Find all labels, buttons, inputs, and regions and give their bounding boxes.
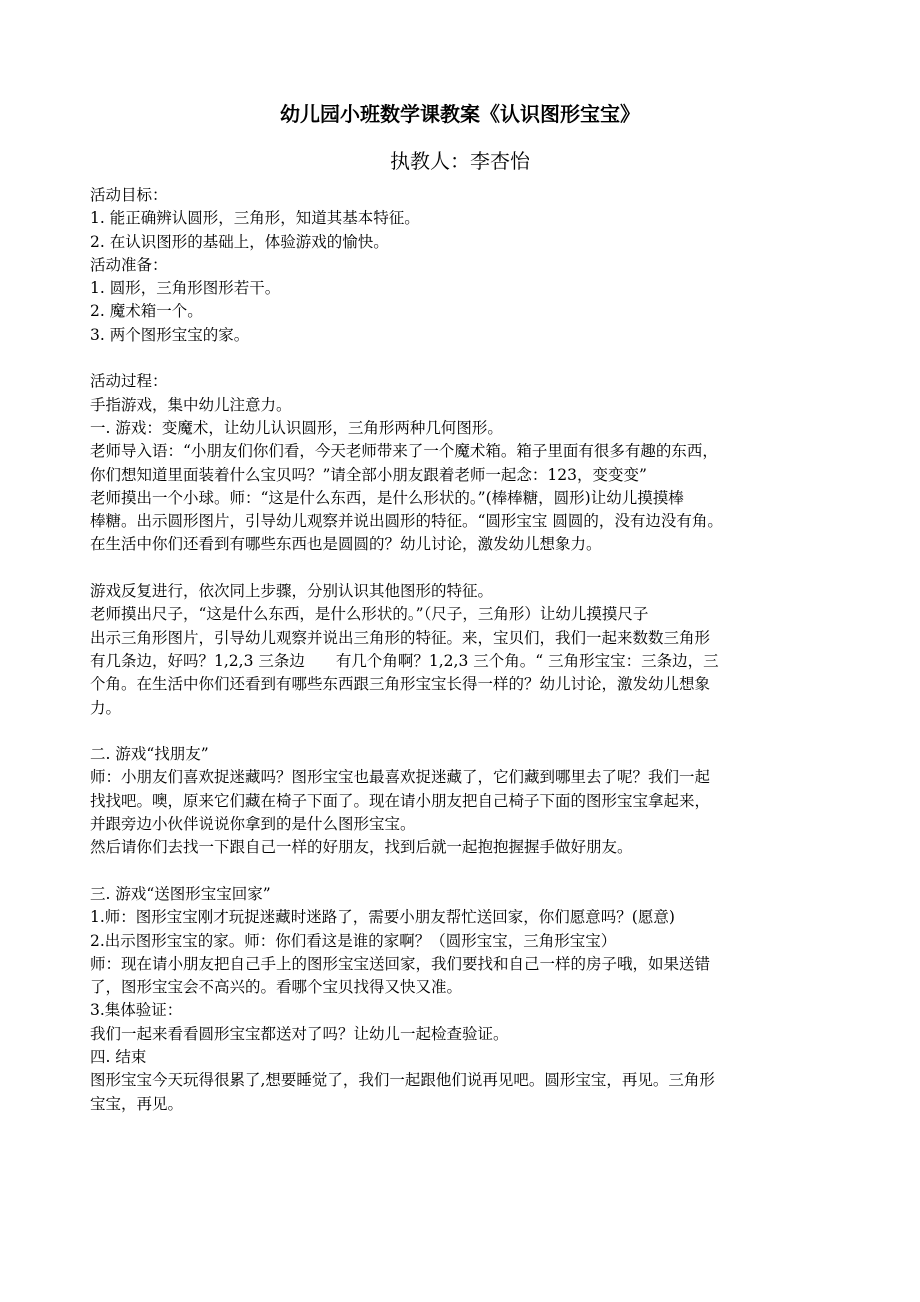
text-line: 二. 游戏“找朋友” — [90, 745, 209, 764]
text-line: 个角。在生活中你们还看到有哪些东西跟三角形宝宝长得一样的？幼儿讨论，激发幼儿想象 — [90, 675, 711, 694]
blank-line — [90, 860, 832, 883]
text-line: 活动准备： — [90, 255, 168, 274]
text-line: 1.师：图形宝宝刚才玩捉迷藏时迷路了，需要小朋友帮忙送回家，你们愿意吗？(愿意) — [90, 908, 675, 927]
text-line: 3. 两个图形宝宝的家。 — [90, 325, 250, 344]
document-body — [90, 184, 832, 1116]
text-line: 1. 圆形，三角形图形若干。 — [90, 279, 281, 298]
text-line: 2.出示图形宝宝的家。师：你们看这是谁的家啊？（圆形宝宝，三角形宝宝） — [90, 931, 617, 950]
text-line: 手指游戏，集中幼儿注意力。 — [90, 395, 292, 414]
text-line: 1. 能正确辨认圆形，三角形，知道其基本特征。 — [90, 209, 420, 228]
blank-line — [90, 557, 832, 580]
text-line: 图形宝宝今天玩得很累了,想要睡觉了，我们一起跟他们说再见吧。圆形宝宝，再见。三角形 — [90, 1071, 715, 1090]
document-author: 执教人：李杏怡 — [390, 149, 530, 173]
text-line: 2. 在认识图形的基础上，体验游戏的愉快。 — [90, 232, 389, 251]
text-line: 师：现在请小朋友把自己手上的图形宝宝送回家，我们要找和自己一样的房子哦，如果送错 — [90, 954, 711, 973]
text-line: 你们想知道里面装着什么宝贝吗？”请全部小朋友跟着老师一起念：123，变变变” — [90, 465, 647, 484]
document-title: 幼儿园小班数学课教案《认识图形宝宝》 — [280, 102, 640, 126]
text-line: 老师摸出尺子，“这是什么东西，是什么形状的。”（尺子，三角形）让幼儿摸摸尺子 — [90, 605, 649, 624]
text-line: 棒糖。出示圆形图片，引导幼儿观察并说出圆形的特征。“圆形宝宝 圆圆的，没有边没有角。 — [90, 512, 723, 531]
text-line: 我们一起来看看圆形宝宝都送对了吗？让幼儿一起检查验证。 — [90, 1024, 509, 1043]
blank-line — [90, 720, 832, 743]
blank-line — [90, 347, 832, 370]
text-line: 3.集体验证： — [90, 1001, 183, 1020]
text-line: 老师摸出一个小球。师：“这是什么东西，是什么形状的。”(棒棒糖，圆形)让幼儿摸摸棒 — [90, 488, 684, 507]
text-line: 活动目标： — [90, 186, 168, 204]
text-line: 力。 — [90, 698, 122, 717]
text-line: 找找吧。噢，原来它们藏在椅子下面了。现在请小朋友把自己椅子下面的图形宝宝拿起来， — [90, 791, 711, 810]
text-line: 四. 结束 — [90, 1047, 147, 1066]
text-line: 一. 游戏：变魔术，让幼儿认识圆形，三角形两种几何图形。 — [90, 418, 503, 437]
text-line: 在生活中你们还看到有哪些东西也是圆圆的？幼儿讨论，激发幼儿想象力。 — [90, 535, 602, 554]
text-line: 有几条边，好吗？1,2,3 三条边 有几个角啊？1,2,3 三个角。“ 三角形宝宝：三条边，三 — [90, 651, 719, 670]
text-line: 三. 游戏“送图形宝宝回家” — [90, 884, 271, 903]
text-line: 然后请你们去找一下跟自己一样的好朋友，找到后就一起抱抱握握手做好朋友。 — [90, 838, 633, 857]
text-line: 2. 魔术箱一个。 — [90, 302, 203, 321]
text-line: 宝宝，再见。 — [90, 1094, 184, 1113]
text-line: 老师导入语：“小朋友们你们看，今天老师带来了一个魔术箱。箱子里面有很多有趣的东西， — [90, 442, 718, 461]
text-line: 游戏反复进行，依次同上步骤，分别认识其他图形的特征。 — [90, 582, 494, 601]
text-line: 活动过程： — [90, 372, 168, 391]
text-line: 出示三角形图片，引导幼儿观察并说出三角形的特征。来，宝贝们，我们一起来数数三角形 — [90, 628, 711, 647]
text-line: 并跟旁边小伙伴说说你拿到的是什么图形宝宝。 — [90, 815, 416, 834]
text-line: 了，图形宝宝会不高兴的。看哪个宝贝找得又快又准。 — [90, 978, 463, 997]
text-line: 师：小朋友们喜欢捉迷藏吗？图形宝宝也最喜欢捉迷藏了，它们藏到哪里去了呢？我们一起 — [90, 768, 711, 787]
